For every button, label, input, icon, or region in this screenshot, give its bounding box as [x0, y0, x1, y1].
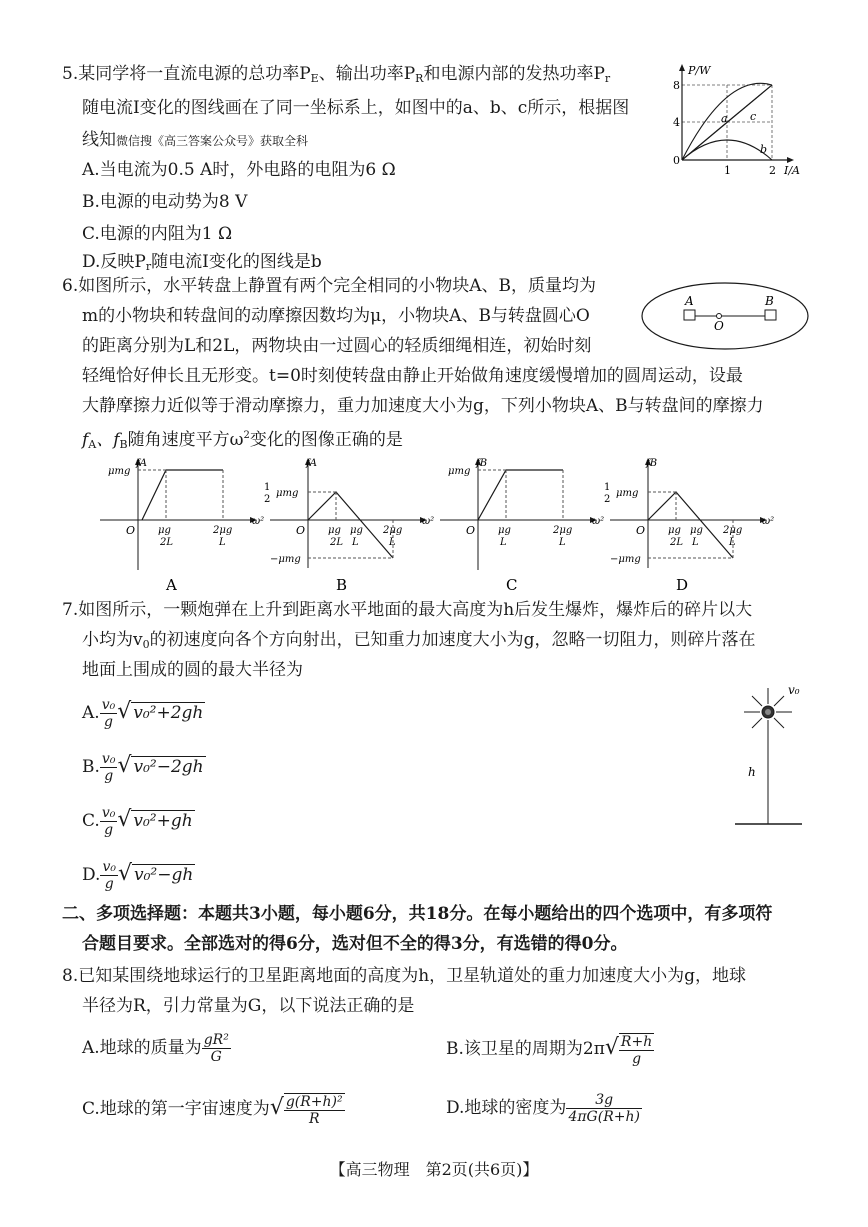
origin-label: O	[636, 524, 646, 537]
block-b	[765, 310, 776, 320]
option-label: A	[166, 576, 177, 594]
x-tick-2-num: 2μg	[553, 525, 573, 536]
q8-option-b: B.该卫星的周期为2π√ $\frac{R+h}{g}$	[446, 1033, 653, 1067]
option-label: D	[676, 576, 689, 594]
q5-option-c: C.电源的内阻为1 Ω	[82, 224, 233, 244]
h-label: h	[748, 765, 756, 779]
x-axis-label: ω²	[762, 516, 775, 527]
q6-option-graphs	[90, 450, 775, 600]
y-tick-bottom: −μmg	[610, 554, 641, 565]
x-tick-1-den: L	[500, 537, 507, 548]
y-tick-top: μmg	[616, 488, 639, 499]
q5-line2: 随电流I变化的图线画在了同一坐标系上，如图中的a、b、c所示，根据图	[82, 98, 630, 118]
q7-line3: 地面上围成的圆的最大半径为	[82, 660, 303, 680]
y-tick-half-den: 2	[264, 494, 271, 505]
x-tick-1b-num: μg	[350, 525, 363, 536]
y-axis-label: fB	[476, 458, 488, 469]
q8-option-c: C.地球的第一宇宙速度为√ $\frac{\text{g(R+h)²}}{R}$	[82, 1093, 343, 1127]
y-tick-4: 4	[673, 116, 680, 129]
x-tick-1: 1	[724, 164, 731, 177]
x-tick-1-num: μg	[498, 525, 511, 536]
y-tick-bottom: −μmg	[270, 554, 301, 565]
x-tick-1-den: 2L	[670, 537, 684, 548]
q7-option-a: A. $\frac{\text{v₀}}{g}$ √ v₀²+2gh	[82, 697, 204, 730]
page-footer: 【高三物理 第2页(共6页)】	[329, 1160, 539, 1179]
q6-line6: $f_A$、$f_B$随角速度平方$\omega^2$变化的图像正确的是	[82, 430, 403, 451]
q5-option-b: B.电源的电动势为8 V	[82, 192, 248, 212]
x-axis-label: I/A	[784, 164, 800, 177]
q6-graph-A	[100, 458, 264, 594]
y-axis-label: P/W	[688, 64, 711, 77]
q6-graph-B	[264, 458, 434, 594]
x-tick-1b-den: L	[352, 537, 359, 548]
y-tick-top: μmg	[276, 488, 299, 499]
section2-line1: 二、多项选择题：本题共3小题，每小题6分，共18分。在每小题给出的四个选项中，有多项符	[62, 904, 773, 924]
q6-graph-C	[440, 458, 604, 594]
y-axis-label: fA	[136, 458, 147, 469]
q5-option-a: A.当电流为0.5 A时，外电路的电阻为6 Ω	[82, 160, 396, 180]
q6-line2: m的小物块和转盘间的动摩擦因数均为μ，小物块A、B与转盘圆心O	[82, 306, 590, 326]
watermark: 微信搜《高三答案公众号》获取全科	[116, 134, 309, 148]
y-tick-half-num: 1	[264, 482, 271, 493]
section2-line2: 合题目要求。全部选对的得6分，选对但不全的得3分，有选错的得0分。	[82, 934, 628, 954]
x-tick-1b-den: L	[692, 537, 699, 548]
x-tick-2-den: L	[219, 537, 226, 548]
x-tick-1-den: 2L	[160, 537, 174, 548]
x-tick-1-num: μg	[158, 525, 171, 536]
x-tick-2-den: L	[559, 537, 566, 548]
q8-option-a: A.地球的质量为 $\frac{\text{gR²}}{G}$	[82, 1032, 229, 1065]
x-tick-1-den: 2L	[330, 537, 344, 548]
q7-line1: 7.如图所示，一颗炮弹在上升到距离水平地面的最大高度为h后发生爆炸，爆炸后的碎片以大	[62, 600, 753, 620]
x-tick-2-den: L	[729, 537, 736, 548]
x-tick-1b-num: μg	[690, 525, 703, 536]
y-tick-half-num: 1	[604, 482, 611, 493]
y-tick-half-den: 2	[604, 494, 611, 505]
q7-line2: 小均为$v_0$的初速度向各个方向射出，已知重力加速度大小为g，忽略一切阻力，则碎片落在	[82, 630, 756, 651]
y-axis-label: fB	[646, 458, 658, 469]
label-b: b	[760, 143, 768, 156]
y-tick-8: 8	[673, 79, 680, 92]
y-tick-top: μmg	[108, 466, 131, 477]
x-tick-2-num: 2μg	[723, 525, 743, 536]
y-tick-top: μmg	[448, 466, 471, 477]
q7-option-b: B. $\frac{\text{v₀}}{g}$ √ v₀²−2gh	[82, 751, 204, 784]
x-axis-label: ω²	[252, 516, 265, 527]
origin-label: O	[296, 524, 306, 537]
q6-turntable	[638, 280, 812, 352]
q6-line4: 轻绳恰好伸长且无形变。t=0时刻使转盘由静止开始做角速度缓慢增加的圆周运动，设最	[82, 366, 743, 386]
q8-option-d: D.地球的密度为 $\frac{3g}{4\pi G(R+h)}$	[446, 1092, 640, 1125]
origin-label: O	[126, 524, 136, 537]
curve	[478, 470, 563, 520]
q7-option-d: D. $\frac{\text{v₀}}{g}$ √ v₀²−gh	[82, 859, 194, 892]
q7-option-c: C. $\frac{\text{v₀}}{g}$ √ v₀²+gh	[82, 805, 193, 838]
q5-option-d: D.反映$P_r$随电流I变化的图线是b	[82, 252, 322, 273]
x-tick-2-den: L	[389, 537, 396, 548]
x-tick-2-num: 2μg	[213, 525, 233, 536]
q6-graph-D	[604, 458, 774, 594]
v0-label: v₀	[788, 683, 800, 697]
q5-power-graph	[672, 60, 812, 186]
q6-line1: 6.如图所示，水平转盘上静置有两个完全相同的小物块A、B，质量均为	[62, 276, 596, 296]
label-c: c	[750, 110, 757, 123]
q7-explosion-figure	[730, 682, 820, 832]
q8-line2: 半径为R，引力常量为G，以下说法正确的是	[82, 996, 415, 1016]
label-o: O	[714, 319, 724, 333]
label-a: a	[721, 112, 728, 125]
origin-label: O	[466, 524, 476, 537]
q6-line5: 大静摩擦力近似等于滑动摩擦力，重力加速度大小为g，下列小物块A、B与转盘间的摩擦力	[82, 396, 764, 416]
block-a	[684, 310, 695, 320]
q8-line1: 8.已知某围绕地球运行的卫星距离地面的高度为h，卫星轨道处的重力加速度大小为g，地球	[62, 966, 747, 986]
q5-line1: 5.某同学将一直流电源的总功率$P_E$、输出功率$P_R$和电源内部的发热功率$P_r$	[62, 64, 611, 85]
label-b: B	[765, 294, 774, 308]
x-axis-label: ω²	[592, 516, 605, 527]
q5-line3: 线知微信搜《高三答案公众号》获取全科	[82, 130, 309, 150]
y-axis-label: fA	[306, 458, 317, 469]
y-tick-0: 0	[673, 154, 680, 167]
x-tick-1-num: μg	[328, 525, 341, 536]
x-axis-label: ω²	[422, 516, 435, 527]
option-label: B	[336, 576, 348, 594]
curve	[142, 470, 223, 520]
x-tick-1-num: μg	[668, 525, 681, 536]
x-tick-2: 2	[769, 164, 776, 177]
option-label: C	[506, 576, 518, 594]
x-tick-2-num: 2μg	[383, 525, 403, 536]
q6-line3: 的距离分别为L和2L，两物块由一过圆心的轻质细绳相连，初始时刻	[82, 336, 592, 356]
label-a: A	[685, 294, 694, 308]
